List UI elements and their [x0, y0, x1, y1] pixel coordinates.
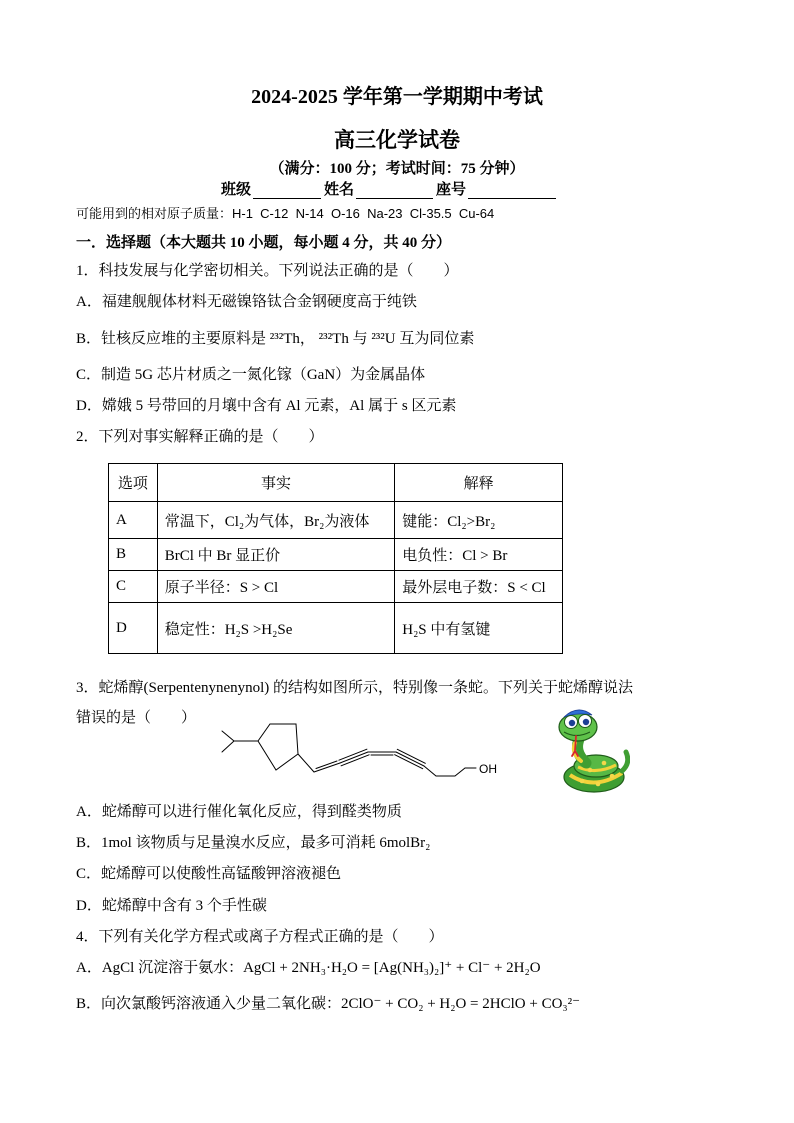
table-cell-option: D: [109, 603, 158, 654]
question-3-option-a: A．蛇烯醇可以进行催化氧化反应，得到醛类物质: [76, 804, 402, 820]
question-3-stem-line-1: 3．蛇烯醇(Serpentenynenynol) 的结构如图所示，特别像一条蛇。下列关于蛇烯醇说法: [76, 680, 634, 696]
question-4-option-a: A．AgCl 沉淀溶于氨水：AgCl + 2NH₃·H₂O = [Ag(NH₃)₂]⁺ + Cl⁻ + 2H₂O: [76, 960, 541, 976]
table-header-row: [109, 464, 563, 502]
question-1-option-a: A．福建舰舰体材料无磁镍铬钛合金钢硬度高于纯铁: [76, 294, 417, 310]
isopropyl-group: [222, 731, 258, 752]
table-cell-option: B: [109, 539, 158, 571]
section-title: 一．选择题（本大题共 10 小题，每小题 4 分，共 40 分）: [76, 235, 452, 251]
class-label: 班级: [221, 182, 252, 198]
hydroxyl-label: OH: [479, 762, 497, 776]
table-cell-fact: 原子半径：S > Cl: [157, 571, 395, 603]
exam-info: （满分：100 分；考试时间：75 分钟）: [269, 161, 525, 177]
question-1-option-b: B．钍核反应堆的主要原料是 ²³²Th， ²³²Th 与 ²³²U 互为同位素: [76, 331, 475, 347]
table-header-explanation: 解释: [395, 464, 563, 502]
table-cell-option: A: [109, 502, 158, 539]
snake-cartoon-image: [552, 703, 630, 795]
question-1-option-c: C．制造 5G 芯片材质之一氮化镓（GaN）为金属晶体: [76, 367, 426, 383]
question-4-option-b: B．向次氯酸钙溶液通入少量二氧化碳：2ClO⁻ + CO₂ + H₂O = 2HClO + CO₃²⁻: [76, 996, 581, 1012]
conjugated-chain: [298, 749, 476, 776]
table-cell-fact: 稳定性：H₂S >H₂Se: [157, 603, 395, 654]
question-3-option-c: C．蛇烯醇可以使酸性高锰酸钾溶液褪色: [76, 866, 342, 882]
serpentenynenynol-structure-figure: [210, 712, 510, 792]
class-blank-line: [253, 183, 321, 199]
student-info-line: [221, 181, 556, 199]
seat-number-blank-line: [468, 183, 556, 199]
question-3-option-d: D．蛇烯醇中含有 3 个手性碳: [76, 898, 267, 914]
table-cell-fact: BrCl 中 Br 显正价: [157, 539, 395, 571]
question-3-option-b: B．1mol 该物质与足量溴水反应，最多可消耗 6molBr₂: [76, 835, 431, 851]
question-3-stem-line-2: 错误的是（ ）: [76, 710, 197, 726]
table-row: [109, 571, 563, 603]
question-4-stem: 4．下列有关化学方程式或离子方程式正确的是（ ）: [76, 929, 444, 945]
table-row: [109, 502, 563, 539]
table-cell-explanation: 键能：Cl₂>Br₂: [395, 502, 563, 539]
atomic-masses-note: 可能用到的相对原子质量：H-1 C-12 N-14 O-16 Na-23 Cl-35.5 Cu-64: [76, 206, 495, 221]
question-2-stem: 2．下列对事实解释正确的是（ ）: [76, 429, 324, 445]
table-row: [109, 539, 563, 571]
table-cell-explanation: H₂S 中有氢键: [395, 603, 563, 654]
table-cell-explanation: 电负性：Cl > Br: [395, 539, 563, 571]
name-label: 姓名: [324, 182, 355, 198]
question-1-option-d: D．嫦娥 5 号带回的月壤中含有 Al 元素，Al 属于 s 区元素: [76, 398, 457, 414]
exam-title: 2024-2025 学年第一学期期中考试: [251, 86, 543, 108]
name-blank-line: [356, 183, 433, 199]
table-row: [109, 603, 563, 654]
question-2-table: [108, 463, 563, 654]
seat-number-label: 座号: [436, 182, 467, 198]
table-cell-explanation: 最外层电子数：S < Cl: [395, 571, 563, 603]
exam-subtitle: 高三化学试卷: [334, 128, 460, 152]
question-1-stem: 1．科技发展与化学密切相关。下列说法正确的是（ ）: [76, 263, 459, 279]
cyclopentane-ring: [258, 724, 298, 770]
table-cell-option: C: [109, 571, 158, 603]
table-header-option: 选项: [109, 464, 158, 502]
table-cell-fact: 常温下，Cl₂为气体，Br₂为液体: [157, 502, 395, 539]
table-header-fact: 事实: [157, 464, 395, 502]
